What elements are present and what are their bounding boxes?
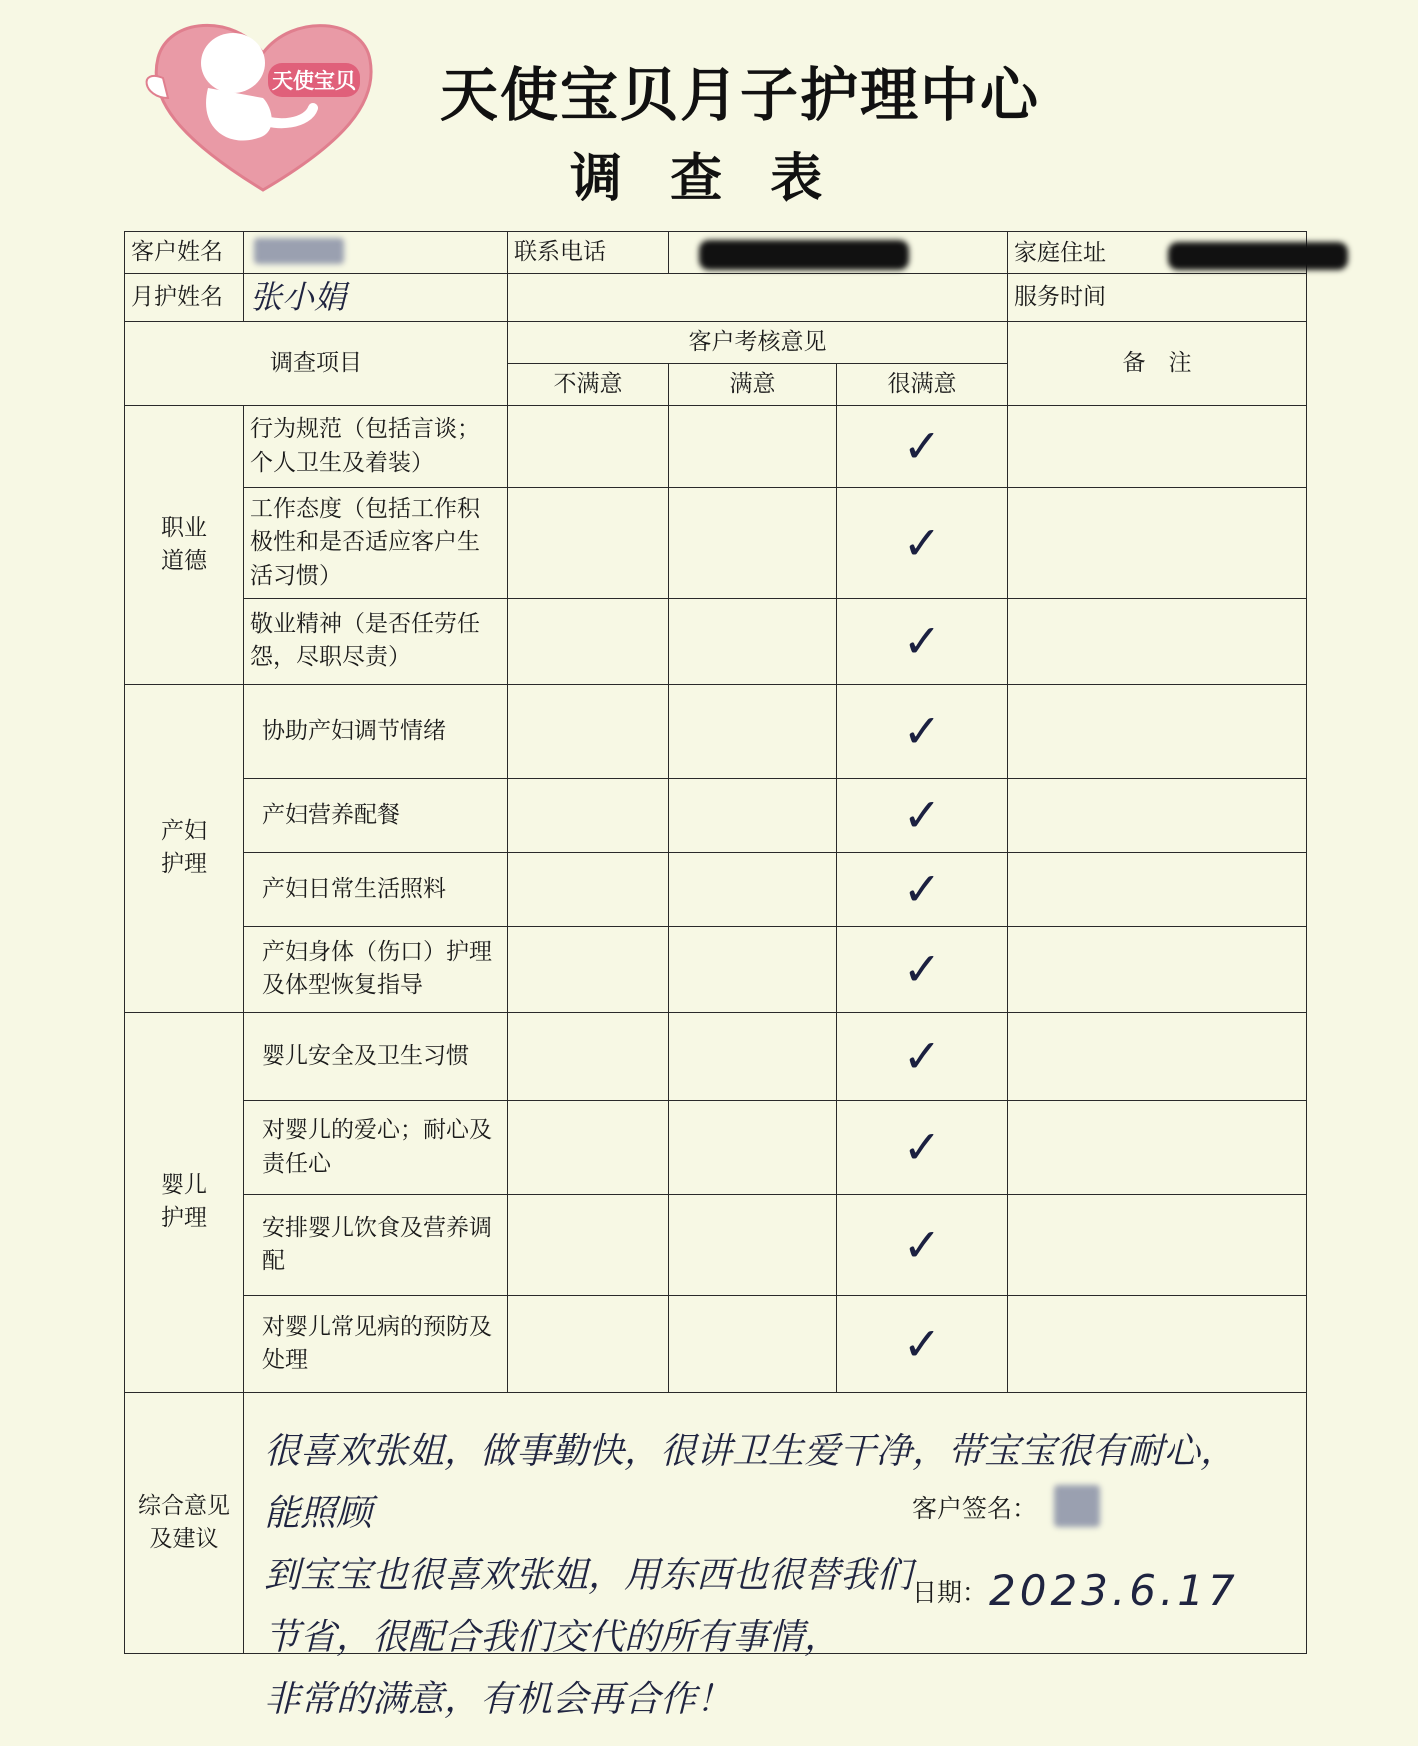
client-name-value bbox=[244, 232, 508, 274]
rating-satisfied[interactable] bbox=[669, 1101, 837, 1195]
date-label: 日期： bbox=[912, 1578, 988, 1608]
item-text: 产妇日常生活照料 bbox=[244, 853, 508, 926]
angel-icon bbox=[201, 33, 265, 93]
remarks-cell bbox=[1008, 926, 1307, 1012]
remarks-cell bbox=[1008, 684, 1307, 778]
table-row bbox=[125, 779, 1307, 853]
group-label: 婴儿 护理 bbox=[125, 1012, 244, 1392]
rating-very-satisfied[interactable]: ✓ bbox=[837, 1195, 1008, 1295]
table-row bbox=[125, 598, 1307, 684]
item-text: 对婴儿常见病的预防及处理 bbox=[244, 1295, 508, 1392]
logo bbox=[138, 8, 388, 198]
remarks-cell bbox=[1008, 1012, 1307, 1100]
address-cell bbox=[1008, 232, 1307, 274]
rating-unsatisfied[interactable] bbox=[508, 853, 669, 926]
rating-satisfied[interactable] bbox=[669, 684, 837, 778]
item-text: 敬业精神（是否任劳任怨，尽职尽责） bbox=[244, 598, 508, 684]
date-value: 2023.6.17 bbox=[989, 1566, 1239, 1616]
nurse-name-value: 张小娟 bbox=[244, 274, 508, 322]
info-row-1 bbox=[125, 232, 1307, 274]
rating-very-satisfied[interactable]: ✓ bbox=[837, 1101, 1008, 1195]
rating-very-satisfied[interactable]: ✓ bbox=[837, 853, 1008, 926]
remarks-cell bbox=[1008, 779, 1307, 853]
comments-cell bbox=[244, 1393, 1307, 1721]
page-title: 天使宝贝月子护理中心 bbox=[440, 61, 1041, 129]
signature-redacted bbox=[1054, 1485, 1100, 1527]
remarks-cell bbox=[1008, 488, 1307, 598]
remarks-cell bbox=[1008, 1195, 1307, 1295]
remarks-cell bbox=[1008, 1101, 1307, 1195]
rating-unsatisfied[interactable] bbox=[508, 1101, 669, 1195]
rating-unsatisfied[interactable] bbox=[508, 1195, 669, 1295]
rating-unsatisfied[interactable] bbox=[508, 1295, 669, 1392]
item-text: 安排婴儿饮食及营养调配 bbox=[244, 1195, 508, 1295]
header-row-1 bbox=[125, 321, 1307, 363]
phone-value bbox=[669, 232, 1008, 274]
client-name-label: 客户姓名 bbox=[125, 232, 244, 274]
address-label: 家庭住址 bbox=[1014, 240, 1106, 266]
rating-satisfied[interactable] bbox=[669, 1012, 837, 1100]
survey-table bbox=[124, 231, 1307, 1721]
very-satisfied-header: 很满意 bbox=[837, 363, 1008, 405]
rating-satisfied[interactable] bbox=[669, 926, 837, 1012]
remarks-cell bbox=[1008, 1295, 1307, 1392]
group-label: 产妇 护理 bbox=[125, 684, 244, 1012]
comments-text: 很喜欢张姐，做事勤快，很讲卫生爱干净，带宝宝很有耐心，能照顾 到宝宝也很喜欢张姐，用东西也很替我们 节省，很配合我们交代的所有事情， 非常的满意，有机会再合作！ bbox=[264, 1431, 1237, 1721]
rating-unsatisfied[interactable] bbox=[508, 598, 669, 684]
summary-row bbox=[125, 1393, 1307, 1654]
page-subtitle: 调 查 表 bbox=[570, 149, 823, 209]
item-text: 行为规范（包括言谈；个人卫生及着装） bbox=[244, 405, 508, 487]
group-label: 职业 道德 bbox=[125, 405, 244, 684]
item-text: 对婴儿的爱心；耐心及责任心 bbox=[244, 1101, 508, 1195]
item-text: 产妇营养配餐 bbox=[244, 779, 508, 853]
logo-text: 天使宝贝 bbox=[272, 69, 356, 93]
summary-label: 综合意见 及建议 bbox=[125, 1393, 244, 1654]
remarks-cell bbox=[1008, 853, 1307, 926]
remarks-cell bbox=[1008, 598, 1307, 684]
item-text: 产妇身体（伤口）护理及体型恢复指导 bbox=[244, 926, 508, 1012]
rating-unsatisfied[interactable] bbox=[508, 405, 669, 487]
rating-very-satisfied[interactable]: ✓ bbox=[837, 684, 1008, 778]
rating-unsatisfied[interactable] bbox=[508, 1012, 669, 1100]
remarks-header: 备 注 bbox=[1008, 321, 1307, 405]
unsatisfied-header: 不满意 bbox=[508, 363, 669, 405]
opinion-header: 客户考核意见 bbox=[508, 321, 1008, 363]
item-header: 调查项目 bbox=[125, 321, 508, 405]
blank-cell bbox=[508, 274, 1008, 322]
item-text: 婴儿安全及卫生习惯 bbox=[244, 1012, 508, 1100]
rating-very-satisfied[interactable]: ✓ bbox=[837, 488, 1008, 598]
rating-satisfied[interactable] bbox=[669, 779, 837, 853]
rating-very-satisfied[interactable]: ✓ bbox=[837, 1012, 1008, 1100]
item-text: 协助产妇调节情绪 bbox=[244, 684, 508, 778]
service-time-label: 服务时间 bbox=[1008, 274, 1307, 322]
table-row bbox=[125, 405, 1307, 487]
table-row bbox=[125, 488, 1307, 598]
rating-very-satisfied[interactable]: ✓ bbox=[837, 405, 1008, 487]
rating-unsatisfied[interactable] bbox=[508, 684, 669, 778]
table-row bbox=[125, 853, 1307, 926]
rating-satisfied[interactable] bbox=[669, 1295, 837, 1392]
rating-satisfied[interactable] bbox=[669, 598, 837, 684]
remarks-cell bbox=[1008, 405, 1307, 487]
rating-unsatisfied[interactable] bbox=[508, 779, 669, 853]
phone-label: 联系电话 bbox=[508, 232, 669, 274]
nurse-name-label: 月护姓名 bbox=[125, 274, 244, 322]
rating-very-satisfied[interactable]: ✓ bbox=[837, 779, 1008, 853]
info-row-2 bbox=[125, 274, 1307, 322]
rating-very-satisfied[interactable]: ✓ bbox=[837, 926, 1008, 1012]
item-text: 工作态度（包括工作积极性和是否适应客户生活习惯） bbox=[244, 488, 508, 598]
table-row bbox=[125, 1195, 1307, 1295]
table-row bbox=[125, 1101, 1307, 1195]
table-row bbox=[125, 684, 1307, 778]
rating-very-satisfied[interactable]: ✓ bbox=[837, 1295, 1008, 1392]
satisfied-header: 满意 bbox=[669, 363, 837, 405]
rating-very-satisfied[interactable]: ✓ bbox=[837, 598, 1008, 684]
table-row bbox=[125, 1012, 1307, 1100]
rating-satisfied[interactable] bbox=[669, 853, 837, 926]
table-row bbox=[125, 926, 1307, 1012]
table-row bbox=[125, 1295, 1307, 1392]
rating-satisfied[interactable] bbox=[669, 405, 837, 487]
rating-satisfied[interactable] bbox=[669, 488, 837, 598]
rating-satisfied[interactable] bbox=[669, 1195, 837, 1295]
rating-unsatisfied[interactable] bbox=[508, 926, 669, 1012]
rating-unsatisfied[interactable] bbox=[508, 488, 669, 598]
signature-label: 客户签名： bbox=[912, 1494, 1038, 1524]
